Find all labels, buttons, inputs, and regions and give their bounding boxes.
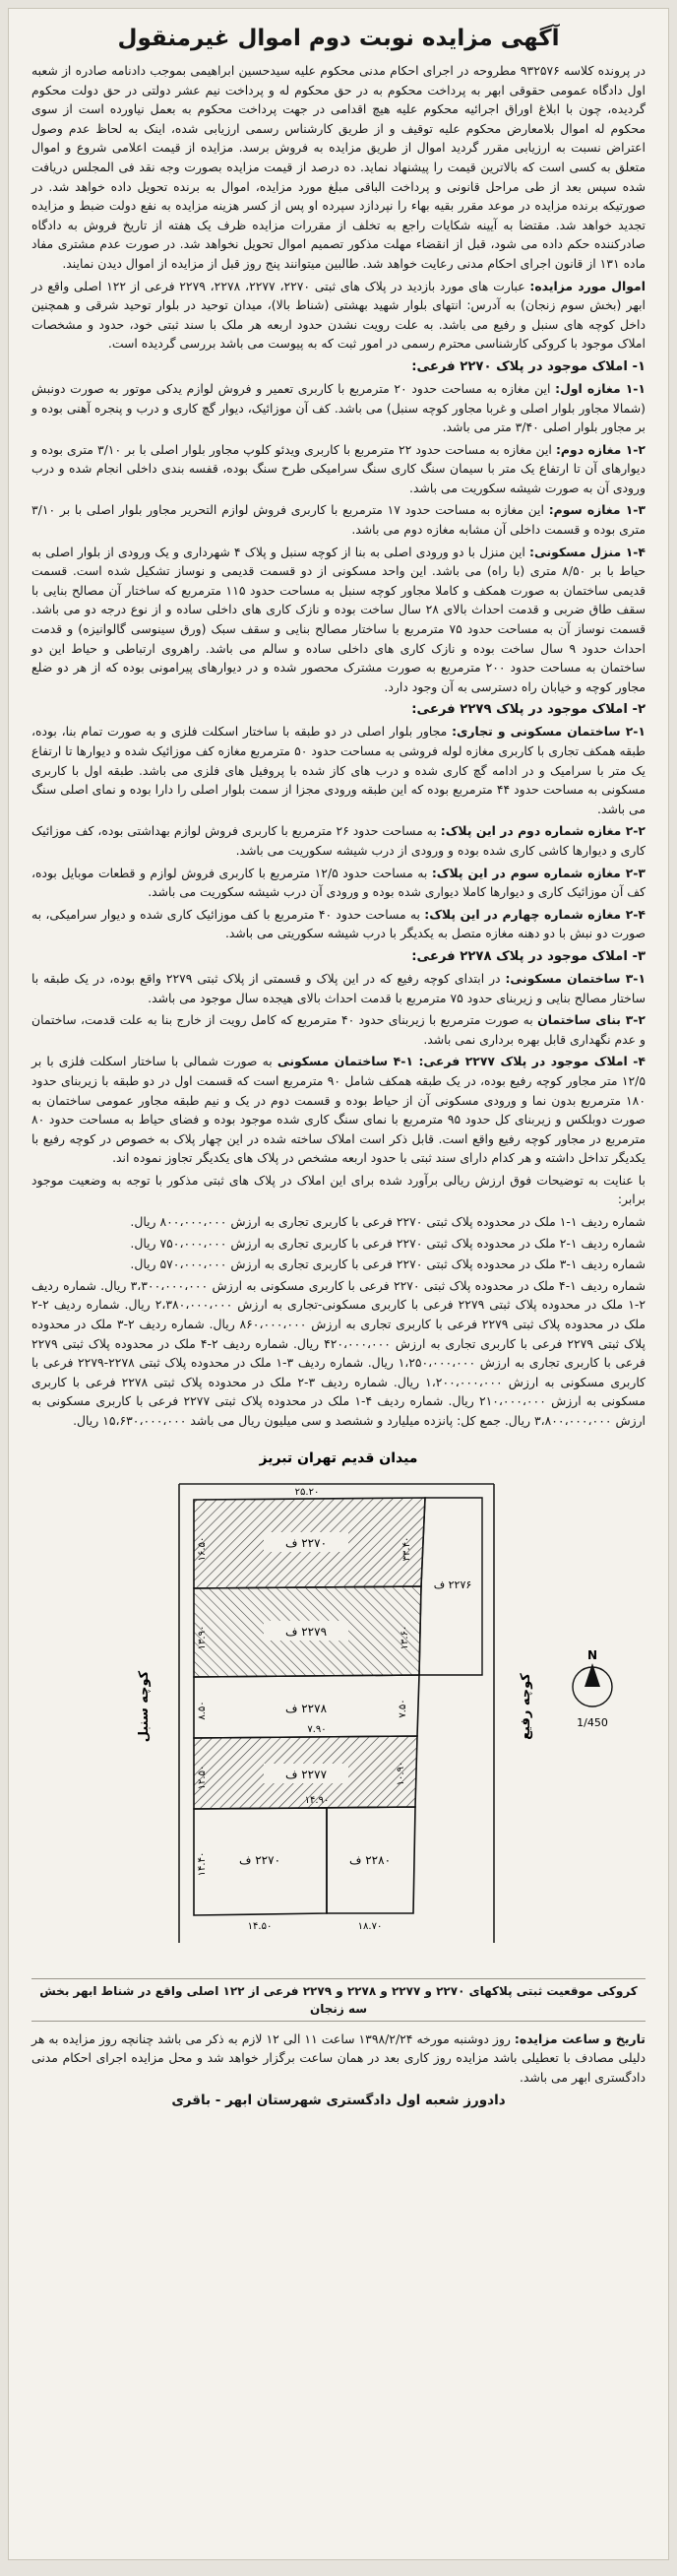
svg-text:N: N — [586, 1647, 598, 1662]
plot-label: ۲۲۷۹ ف — [284, 1624, 328, 1639]
dimension-label: ۷.۵۰ — [398, 1698, 408, 1718]
item-lead: ۳-۲ بنای ساختمان — [537, 1012, 646, 1028]
dimension-label: ۳۳.۴۰ — [401, 1536, 412, 1561]
item-text: مجاور بلوار اصلی در دو طبقه با ساختار اسکلت فلزی و به صورت تمام بنا، بوده، طبقه همکف تجاری با کاربری مغازه لوله فروشی به مساحت حدود ۵۰ مترمربع مغازه کف موزائیک شده و دیوارها تا ارتفاع یک متر با سرامیک و در ادامه گچ کاری شده و درب های کاز شده با پروفیل های فلزی می باشد. طبقه اول با کاربری مسکونی به مساحت حدود ۴۴ مترمربع بوده که این طبقه ورودی مجزا از سمت بلوار اصلی را دارا بوده و نمای اصلی سنگ می باشد. — [31, 724, 646, 816]
notice-title: آگهی مزایده نوبت دوم اموال غیرمنقول — [117, 26, 560, 51]
item-lead: ۲-۲ مغازه شماره دوم در این پلاک: — [440, 823, 646, 839]
item-text: به مساحت حدود ۴۰ مترمربع با کف موزائیک کاری شده و دیوار سرامیکی، به صورت دو نبش با دو دهنه مغازه متصل به یکدیگر با درب شیشه سکوریتی می باشد. — [31, 906, 646, 941]
item-text: این مغازه به مساحت حدود ۱۷ مترمربع با کاربری فروش لوازم التحریر مجاور بلوار اصلی با بر ۳/۱۰ متری بوده و قسمت داخلی آن مشابه مغازه دوم می باشد. — [31, 502, 646, 538]
section-3-heading: ۳- املاک موجود در پلاک ۲۲۷۸ فرعی: — [411, 948, 646, 964]
item-lead: ۳-۱ ساختمان مسکونی: — [505, 970, 646, 986]
item-3-2 — [31, 1010, 646, 1049]
item-2-1 — [31, 722, 646, 818]
item-text: در ابتدای کوچه رفیع که در این پلاک و قسمتی از پلاک ثبتی ۲۲۷۹ واقع بوده، در یک طبقه با ساختار مصالح بنایی و زیربنای حدود ۷۵ مترمربع با قدمت احداث بالای هیجده سال موجود می باشد. — [31, 970, 646, 1005]
plot-label: ۲۲۷۸ ف — [284, 1701, 328, 1715]
item-4-1 — [31, 1052, 646, 1168]
item-2-3 — [31, 864, 646, 902]
newspaper-notice — [8, 8, 669, 2560]
plan-caption: کروکی موقعیت ثبتی پلاکهای ۲۲۷۰ و ۲۲۷۷ و ۲۲۷۸ و ۲۲۷۹ فرعی از ۱۲۲ اصلی واقع در شناط ابهر بخش سه زنجان — [31, 1978, 646, 2022]
item-lead: ۱-۱ مغازه اول: — [555, 380, 646, 396]
dimension-label: ۲۵.۲۰ — [294, 1486, 320, 1498]
valuation-row: شماره ردیف ۱-۳ ملک در محدوده پلاک ثبتی ۲۲۷۰ فرعی با کاربری تجاری به ارزش ۵۷۰،۰۰۰،۰۰۰ ریال. — [130, 1256, 646, 1272]
item-2-4 — [31, 905, 646, 943]
valuation-row: شماره ردیف ۱-۴ ملک در محدوده پلاک ثبتی ۲۲۷۰ فرعی با کاربری مسکونی به ارزش ۳،۳۰۰،۰۰۰،۰۰۰ ریال. شماره ردیف ۲-۱ ملک در محدوده پلاک ثبتی ۲۲۷۹ فرعی با کاربری مسکونی-تجاری به ارزش ۲،۳۸۰،۰۰۰،۰۰۰ ریال. شماره ردیف ۲-۲ ملک در محدوده پلاک ثبتی ۲۲۷۹ فرعی با کاربری تجاری به ارزش ۸۶۰،۰۰۰،۰۰۰ ریال. شماره ردیف ۲-۳ ملک در محدوده پلاک ثبتی ۲۲۷۹ فرعی با کاربری تجاری به ارزش ۴۲۰،۰۰۰،۰۰۰ ریال. شماره ردیف ۲-۴ ملک در محدوده پلاک ثبتی ۲۲۷۹ فرعی با کاربری تجاری به ارزش ۱،۲۵۰،۰۰۰،۰۰۰ ریال. شماره ردیف ۳-۱ ملک در محدوده پلاک ثبتی ۲۲۷۸-۲۲۷۹ فرعی با کاربری مسکونی به ارزش ۱،۲۰۰،۰۰۰،۰۰۰ ریال. شماره ردیف ۳-۲ ملک در محدوده پلاک ثبتی ۲۲۷۸ فرعی با کاربری مسکونی به ارزش ۲۱۰،۰۰۰،۰۰۰ ریال. شماره ردیف ۴-۱ ملک در محدوده پلاک ثبتی ۲۲۷۷ فرعی با کاربری مسکونی به ارزش ۳،۸۰۰،۰۰۰،۰۰۰ ریال. جمع کل: پانزده میلیارد و ششصد و سی میلیون ریال می باشد ۱۵،۶۳۰،۰۰۰،۰۰۰ ریال. — [31, 1277, 646, 1428]
item-text: به صورت مترمربع با زیربنای حدود ۴۰ مترمربع که کامل رویت از خارج بنا به علت قدمت، ساختمان و عدم نگهداری قابل بهره برداری نمی باشد. — [31, 1012, 646, 1047]
notice-intro: در پرونده کلاسه ۹۳۲۵۷۶ مطروحه در اجرای احکام مدنی محکوم علیه سیدحسین ابراهیمی بموجب دادنامه صادره از شعبه اول دادگاه عمومی حقوقی ابهر به پرداخت محکوم به در حق محکوم له و پرداخت نیم عشر دولتی در حق دولت محکوم گردیده، چون با ابلاغ اوراق اجرائیه محکوم علیه هیچ اقدامی در جهت پرداخت محکوم به بعمل نیاورده است از سوی محکوم له اموال بلامعارض محکوم علیه توقیف و از طریق کارشناس رسمی ارزیابی شده، اینک به لحاظ عدم وصول اعتراض نسبت به ارزیابی مقرر گردید اموال از طریق مزایده به فروش برسد. مزایده از قیمت اعلامی شروع و اموال متعلق به کسی است که بالاترین قیمت را پیشنهاد نماید. ده درصد از قیمت مزایده بصورت وجه نقد فی المجلس دریافت شده سپس بعد از طی مراحل قانونی و پرداخت الباقی مبلغ مورد مزایده، اموال به برنده تحویل داده خواهد شد. در صورتیکه برنده مزایده در موعد مقرر بقیه بهاء را نپردازد سپرده او پس از کسر هزینه مزایده به نفع دولت ضبط و مزایده تجدید خواهد شد. مقتضا به آیینه شکایات راجع به تخلف از مقررات مزایده ظرف یک هفته از تاریخ فروش به دادگاه صادرکننده حکم داده می شود، قبل از انقضاء مهلت مذکور تصمیم اموال تحویل نخواهد شد. در صورت عدم مشتری مفاد ماده ۱۳۱ از قانون اجرای احکام مدنی رعایت خواهد شد. طالبین میتوانند پنج روز قبل از مزایده از اموال دیدن نمایند. — [31, 63, 646, 271]
auction-time-text: روز دوشنبه مورخه ۱۳۹۸/۲/۲۴ ساعت ۱۱ الی ۱۲ لازم به ذکر می باشد چنانچه روز مزایده به هر دلیلی مصادف با تعطیلی باشد مزایده روز کاری بعد در همان ساعت برگزار خواهد شد و محل مزایده اجرای احکام مدنی دادگستری ابهر می باشد. — [31, 2030, 646, 2085]
item-lead: ۱-۴ منزل مسکونی: — [529, 544, 646, 559]
dimension-label: ۱۴.۴۰ — [197, 1851, 208, 1876]
signature: دادورز شعبه اول دادگستری شهرستان ابهر - باقری — [171, 2093, 506, 2109]
item-lead: ۲-۴ مغازه شماره چهارم در این پلاک: — [424, 906, 646, 922]
item-lead: ۴- املاک موجود در پلاک ۲۲۷۷ فرعی: ۱-۴ ساختمان مسکونی — [277, 1054, 646, 1069]
plot-label: ۲۲۷۶ ف — [433, 1578, 472, 1591]
dimension-label: ۱۴.۹۰ — [304, 1794, 330, 1806]
site-plan — [31, 1441, 646, 1972]
item-lead: ۱-۲ مغازه دوم: — [555, 441, 646, 457]
item-text: به مساحت حدود ۱۲/۵ مترمربع با کاربری فروش لوازم و قطعات موبایل بوده، کف آن موزائیک کاری و دیوارها کاملا دیواری شده بوده و ورودی آن درب شیشه سکوریت می باشد. — [31, 865, 646, 900]
plot-label: ۲۲۸۰ ف — [348, 1852, 392, 1867]
item-1-4 — [31, 543, 646, 697]
item-lead: ۲-۱ ساختمان مسکونی و تجاری: — [452, 724, 646, 740]
item-text: به مساحت حدود ۲۶ مترمربع با کاربری فروش لوازم بهداشتی بوده، کف موزائیک کاری و دیوارها کاشی کاری شده بوده و ورودی از درب شیشه سکوریت می باشد. — [31, 823, 646, 858]
property-text: عبارت های مورد بازدید در پلاک های ثبتی ۲۲۷۰، ۲۲۷۷، ۲۲۷۸، ۲۲۷۹ فرعی از ۱۲۲ اصلی واقع در ابهر (بخش سوم زنجان) به آدرس: انتهای بلوار شهید بهشتی (شناط بالا)، میدان توحید در بلوار توحید شرقی و همچنین داخل کوچه های سنبل و رفیع می باشد. به علت رویت نشدن حدود اربعه هر ملک با سند ثبتی خود، حدود و مشخصات املاک موجود با کروکی کارشناسی محترم رسمی در امور ثبت که به پیوست می باشد بررسی گردیده است. — [31, 278, 646, 352]
plot-label: ۲۲۷۰ ف — [284, 1535, 328, 1550]
section-1-heading: ۱- املاک موجود در پلاک ۲۲۷۰ فرعی: — [411, 358, 646, 374]
dimension-label: ۱۰.۹۰ — [396, 1761, 406, 1785]
dimension-label: ۱۴.۵۰ — [247, 1920, 273, 1932]
item-lead: ۲-۳ مغازه شماره سوم در این پلاک: — [431, 865, 646, 880]
dimension-label: ۱۳.۶۰ — [400, 1625, 410, 1649]
plan-left-street: کوچه سنبل — [137, 1670, 152, 1742]
property-lead: اموال مورد مزایده: — [529, 278, 646, 293]
plan-right-street: کوچه رفیع — [519, 1672, 533, 1740]
item-text: به صورت شمالی با ساختار اسکلت فلزی با بر ۱۲/۵ متر مجاور کوچه رفیع بوده، در یک طبقه همکف شامل ۹۰ مترمربع است که قسمت اول در دو طبقه با زیربنای حدود ۱۸۰ مترمربع بدون نما و ورودی مسکونی آن از حیاط بوده و قسمت دوم در یک و نیم طبقه مجاور عمومی ساختمان به صورت دوبلکس و زیربنای کل حدود ۹۵ مترمربع با نمای سنگ کاری شده موجود بوده و فضای حیاط به مساحت حدود ۸۰ مترمربع در مجاور کوچه رفیع واقع است. قابل ذکر است املاک ساخته شده در این چهار پلاک به خصوص در کوچه رفیع با یکدیگر تداخل داشته و هر کدام دارای سند ثبتی با حدود اربعه مشخص در پلاک های یکدیگر تجاوز نموده اند. — [31, 1054, 646, 1166]
dimension-label: ۱۶.۵۰ — [197, 1536, 208, 1561]
item-lead: ۱-۳ مغازه سوم: — [548, 502, 646, 518]
property-paragraph — [31, 277, 646, 354]
item-3-1 — [31, 969, 646, 1007]
item-text: این مغازه به مساحت حدود ۲۰ مترمربع با کاربری تعمیر و فروش لوازم یدکی موتور به صورت دونبش (شمالا مجاور بلوار اصلی و غربا مجاور کوچه سنبل) می باشد. کف آن موزائیک، دیوار گچ کاری و درب و پنجره آهنی بوده و بر مجاور بلوار اصلی ۳/۴۰ متر می باشد. — [31, 380, 646, 435]
item-1-3 — [31, 500, 646, 539]
auction-time — [31, 2029, 646, 2088]
dimension-label: ۱۲.۵۰ — [197, 1765, 208, 1789]
plan-scale: 1/450 — [577, 1715, 608, 1729]
auction-time-lead: تاریخ و ساعت مزایده: — [514, 2030, 646, 2046]
plan-top-label: میدان قدیم تهران تبریز — [259, 1449, 418, 1466]
dimension-label: ۱۸.۷۰ — [357, 1920, 383, 1932]
valuation-row: شماره ردیف ۱-۱ ملک در محدوده پلاک ثبتی ۲۲۷۰ فرعی با کاربری تجاری به ارزش ۸۰۰،۰۰۰،۰۰۰ ریال. — [130, 1214, 646, 1230]
section-2-heading: ۲- املاک موجود در پلاک ۲۲۷۹ فرعی: — [411, 702, 646, 718]
item-text: این منزل با دو ورودی اصلی به بنا از کوچه سنبل و پلاک ۴ شهرداری و یک ورودی از بلوار اصلی به حیاط با بر ۸/۵۰ متری (با راه) می باشد. این واحد مسکونی از دو قسمت قدیمی و نوساز تشکیل شده است. قسمت قدیمی ساختمان به صورت همکف و کاملا مجاور کوچه سنبل به مساحت حدود ۱۱۵ مترمربع که ساختار آن مصالح بنایی با سقف طاق ضربی و قدمت احداث بالای ۲۸ سال ساخت بوده و نازک کاری های داخلی ساده و از نوع درجه دو می باشد. قسمت نوساز آن به مساحت حدود ۷۵ مترمربع با ساختار مصالح بنایی و سقف سبک (ورق سینوسی گالوانیزه) و قدمت احداث حدود ۹ سال ساخت بوده و نازک کاری های داخلی ساده و سالم می باشد. راهروی ارتباطی و حیاط این دو ساختمان به مساحت حدود ۲۰۰ مترمربع به صورت مشترک محصور شده و در دیوارهای پیرامونی بوده که از هر دو ضلع مجاور کوچه و خیابان راه دسترسی به آن وجود دارد. — [31, 544, 646, 694]
item-text: این مغازه به مساحت حدود ۲۲ مترمربع با کاربری ویدئو کلوپ مجاور بلوار اصلی با بر ۳/۱۰ متری بوده و دیوارهای آن تا ارتفاع یک متر با سیمان سنگ کاری سنگ سرامیکی طرح سنگ بوده، قفسه بندی داخلی انجام شده و درب ورودی آن به صورت شیشه سکوریت می باشد. — [31, 441, 646, 495]
dimension-label: ۱۳.۹۰ — [197, 1625, 208, 1649]
item-2-2 — [31, 821, 646, 860]
item-1-2 — [31, 440, 646, 498]
dimension-label: ۸.۵۰ — [197, 1700, 208, 1720]
valuation-intro: با عنایت به توضیحات فوق ارزش ریالی برآورد شده برای این املاک در پلاک های ثبتی مذکور با توجه به وضعیت موجود برابر: — [31, 1172, 646, 1207]
plot-label: ۲۲۷۷ ف — [284, 1767, 328, 1781]
north-arrow-icon — [573, 1648, 612, 1707]
site-plan-drawing — [31, 1441, 646, 1972]
plot-label: ۲۲۷۰ ف — [238, 1852, 281, 1867]
valuation-row: شماره ردیف ۱-۲ ملک در محدوده پلاک ثبتی ۲۲۷۰ فرعی با کاربری تجاری به ارزش ۷۵۰،۰۰۰،۰۰۰ ریال. — [130, 1235, 646, 1251]
dimension-label: ۷.۹۰ — [307, 1723, 327, 1735]
item-1-1 — [31, 379, 646, 437]
